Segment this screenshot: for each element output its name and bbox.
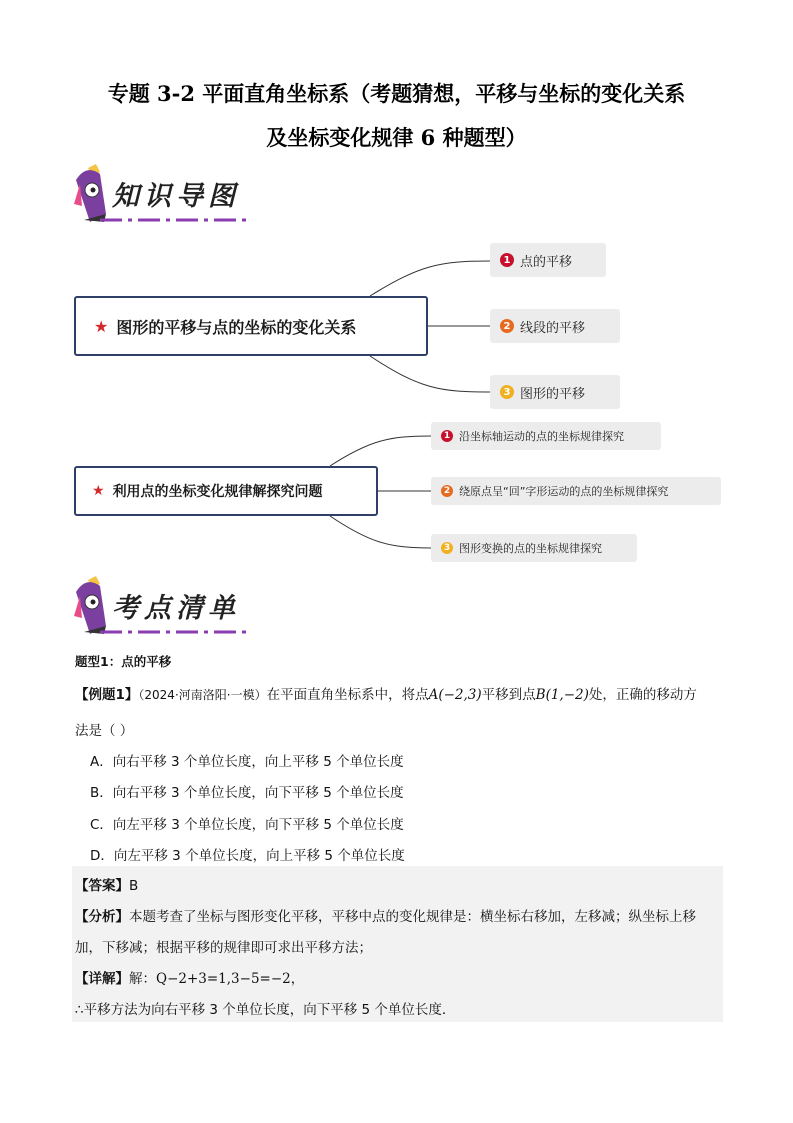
mindmap-leaf <box>431 422 661 450</box>
stem-part-b: 平移到点 <box>481 687 536 703</box>
leaf-label: 沿坐标轴运动的点的坐标规律探究 <box>459 430 624 443</box>
example-tag: 【例题1】 <box>75 687 139 703</box>
number-badge-icon: 2 <box>441 485 453 497</box>
mindmap-leaf <box>490 375 620 409</box>
checklist-banner <box>66 572 266 640</box>
main-node-label: 利用点的坐标变化规律解探究问题 <box>112 484 323 500</box>
stem-part-c: 处，正确的移动方 <box>588 687 697 703</box>
option-c: C．向左平移 3 个单位长度，向下平移 5 个单位长度 <box>90 817 404 833</box>
page-title-line2: 及坐标变化规律 6 种题型） <box>266 125 527 150</box>
leaf-label: 图形的平移 <box>520 386 586 402</box>
star-icon: ★ <box>94 316 109 336</box>
analysis-line1 <box>75 905 696 925</box>
stem-part-a: 在平面直角坐标系中，将点 <box>266 687 429 703</box>
answer-tag: 【答案】 <box>75 878 129 894</box>
answer-line <box>75 874 138 894</box>
banner-title-mindmap: 知识导图 <box>112 181 240 212</box>
detail-prefix: 解： <box>129 971 156 987</box>
question-stem-line2: 法是（ ） <box>75 723 134 739</box>
star-icon: ★ <box>92 483 105 499</box>
point-a: A(−2,3) <box>428 687 482 703</box>
number-badge-icon: 3 <box>500 385 514 399</box>
mindmap-leaf <box>431 477 721 505</box>
leaf-label: 图形变换的点的坐标规律探究 <box>459 542 602 555</box>
leaf-label: 点的平移 <box>520 254 573 270</box>
option-b: B．向右平移 3 个单位长度，向下平移 5 个单位长度 <box>90 785 404 801</box>
detail-math: Q−2+3=1,3−5=−2， <box>156 971 305 987</box>
answer-value: B <box>129 878 139 894</box>
mindmap-main-node-pattern <box>74 466 378 516</box>
page-title-line1: 专题 3-2 平面直角坐标系（考题猜想，平移与坐标的变化关系 <box>107 81 686 106</box>
conclusion-line: ∴平移方法为向右平移 3 个单位长度，向下平移 5 个单位长度． <box>75 1002 456 1018</box>
option-d: D．向左平移 3 个单位长度，向上平移 5 个单位长度 <box>90 848 405 864</box>
banner-title-checklist: 考点清单 <box>112 593 240 624</box>
mindmap-leaf <box>431 534 637 562</box>
question-source: （2024·河南洛阳·一模） <box>138 688 267 702</box>
leaf-label: 线段的平移 <box>520 320 586 336</box>
analysis-text: 本题考查了坐标与图形变化平移，平移中点的变化规律是：横坐标右移加，左移减；纵坐标上移 <box>129 909 696 925</box>
number-badge-icon: 3 <box>441 542 453 554</box>
mindmap-main-node-translation <box>74 296 428 356</box>
analysis-line2: 加，下移减；根据平移的规律即可求出平移方法； <box>75 940 372 956</box>
point-b: B(1,−2) <box>535 687 589 703</box>
number-badge-icon: 1 <box>441 430 453 442</box>
main-node-label: 图形的平移与点的坐标的变化关系 <box>116 317 357 337</box>
detail-tag: 【详解】 <box>75 971 129 987</box>
analysis-tag: 【分析】 <box>75 909 129 925</box>
question-stem-line1 <box>75 683 697 703</box>
type-heading: 题型1：点的平移 <box>75 654 172 669</box>
mindmap-leaf <box>490 243 606 277</box>
detail-line <box>75 967 304 987</box>
option-a: A．向右平移 3 个单位长度，向上平移 5 个单位长度 <box>90 754 404 770</box>
mindmap-leaf <box>490 309 620 343</box>
number-badge-icon: 1 <box>500 253 514 267</box>
leaf-label: 绕原点呈“回”字形运动的点的坐标规律探究 <box>459 485 669 498</box>
number-badge-icon: 2 <box>500 319 514 333</box>
